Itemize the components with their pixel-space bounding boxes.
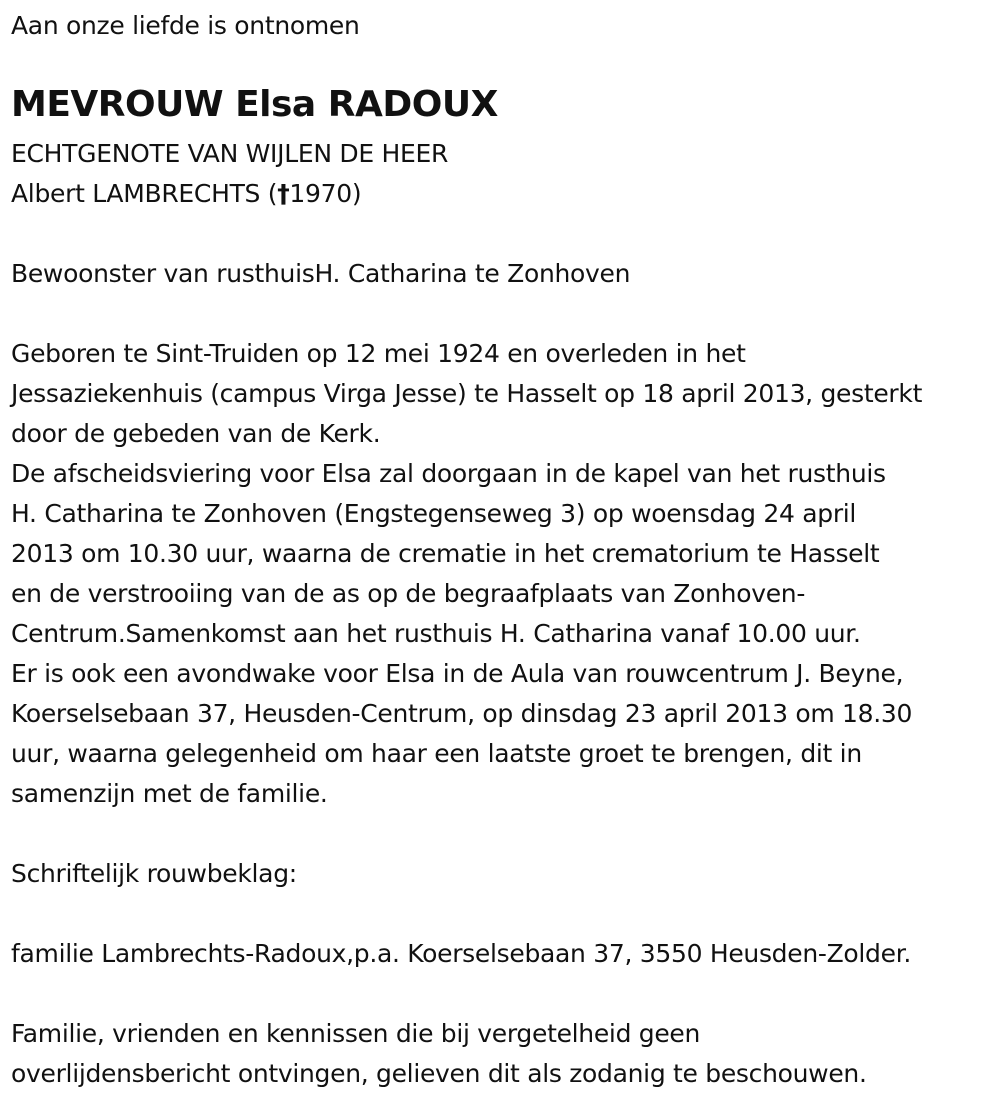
spouse-block bbox=[11, 134, 448, 214]
body-line: Jessaziekenhuis (campus Virga Jesse) te Hasselt op 18 april 2013, gesterkt bbox=[11, 379, 923, 408]
body-line: Centrum.Samenkomst aan het rusthuis H. Catharina vanaf 10.00 uur. bbox=[11, 619, 861, 648]
condolence-label: Schriftelijk rouwbeklag: bbox=[11, 859, 297, 888]
body-line: Geboren te Sint-Truiden op 12 mei 1924 en overleden in het bbox=[11, 339, 746, 368]
body-line: H. Catharina te Zonhoven (Engstegenseweg 3) op woensdag 24 april bbox=[11, 499, 857, 528]
body-line: 2013 om 10.30 uur, waarna de crematie in het crematorium te Hasselt bbox=[11, 539, 880, 568]
body-line: en de verstrooiing van de as op de begraafplaats van Zonhoven- bbox=[11, 579, 806, 608]
family-address-block bbox=[11, 934, 911, 974]
notice-line: overlijdensbericht ontvingen, gelieven dit als zodanig te beschouwen. bbox=[11, 1059, 867, 1088]
body-line: De afscheidsviering voor Elsa zal doorgaan in de kapel van het rusthuis bbox=[11, 459, 886, 488]
body-line: Koerselsebaan 37, Heusden-Centrum, op dinsdag 23 april 2013 om 18.30 bbox=[11, 699, 913, 728]
notice-line: Familie, vrienden en kennissen die bij vergetelheid geen bbox=[11, 1019, 701, 1048]
spouse-death-year: 1970) bbox=[289, 179, 362, 208]
family-address: familie Lambrechts-Radoux,p.a. Koerselsebaan 37, 3550 Heusden-Zolder. bbox=[11, 939, 912, 968]
residence-block bbox=[11, 254, 630, 294]
residence-text: Bewoonster van rusthuisH. Catharina te Zonhoven bbox=[11, 259, 631, 288]
body-line: uur, waarna gelegenheid om haar een laatste groet te brengen, dit in bbox=[11, 739, 862, 768]
body-line: Er is ook een avondwake voor Elsa in de Aula van rouwcentrum J. Beyne, bbox=[11, 659, 904, 688]
spouse-name: Albert LAMBRECHTS ( bbox=[11, 179, 278, 208]
intro-text: Aan onze liefde is ontnomen bbox=[11, 11, 360, 40]
body-line: door de gebeden van de Kerk. bbox=[11, 419, 381, 448]
body-line: samenzijn met de familie. bbox=[11, 779, 328, 808]
condolence-block bbox=[11, 854, 297, 894]
spouse-title: ECHTGENOTE VAN WIJLEN DE HEER bbox=[11, 139, 449, 168]
cross-icon: † bbox=[277, 179, 290, 208]
spouse-name-line bbox=[11, 174, 448, 214]
notice-block bbox=[11, 1014, 867, 1094]
deceased-name: MEVROUW Elsa RADOUX bbox=[11, 84, 498, 125]
body-block bbox=[11, 334, 922, 814]
